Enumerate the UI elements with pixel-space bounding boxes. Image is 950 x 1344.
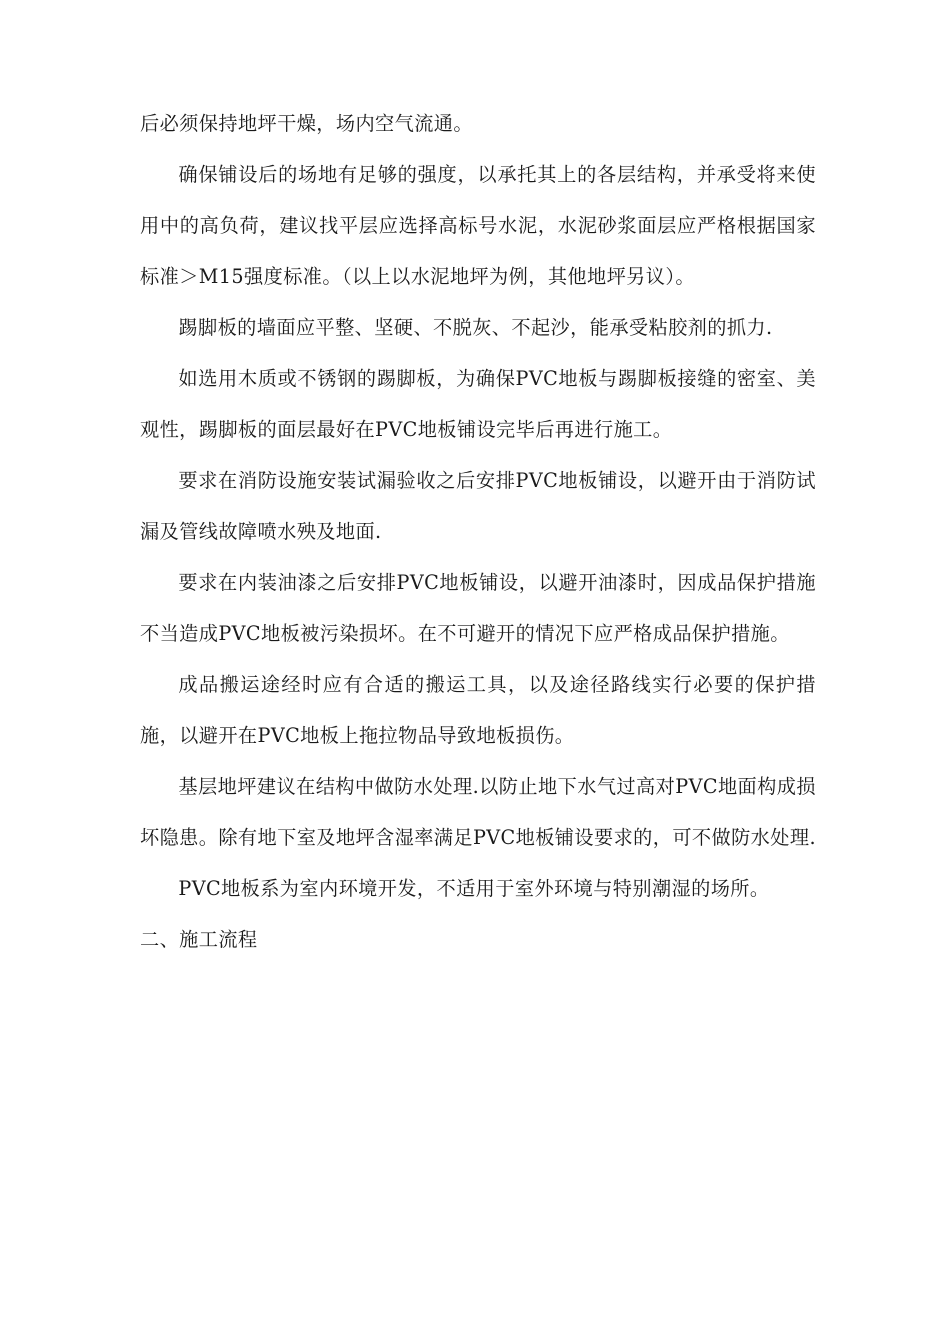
paragraph-continuation: 后必须保持地坪干燥，场内空气流通。 [140, 112, 473, 135]
paragraph-indoor-use: PVC地板系为室内环境开发，不适用于室外环境与特别潮湿的场所。 [178, 877, 770, 900]
paragraph-foundation-strength: 确保铺设后的场地有足够的强度，以承托其上的各层结构，并承受将来使用中的高负荷，建议找平层应选择高标号水泥，水泥砂浆面层应严格根据国家标准＞M15强度标准。（以上以水泥地坪为例，其他地坪另议）。 [140, 163, 816, 288]
paragraph-paint-order: 要求在内装油漆之后安排PVC地板铺设，以避开油漆时，因成品保护措施不当造成PVC地板被污染损坏。在不可避开的情况下应严格成品保护措施。 [140, 571, 816, 645]
paragraph-fire-leak-test: 要求在消防设施安装试漏验收之后安排PVC地板铺设，以避开由于消防试漏及管线故障喷水殃及地面. [140, 469, 816, 543]
section-heading-construction-process: 二、施工流程 [140, 928, 258, 951]
paragraph-waterproofing: 基层地坪建议在结构中做防水处理.以防止地下水气过高对PVC地面构成损坏隐患。除有地下室及地坪含湿率满足PVC地板铺设要求的，可不做防水处理. [140, 775, 816, 849]
paragraph-skirting-material: 如选用木质或不锈钢的踢脚板，为确保PVC地板与踢脚板接缝的密室、美观性，踢脚板的面层最好在PVC地板铺设完毕后再进行施工。 [140, 367, 816, 441]
paragraph-skirting-wall: 踢脚板的墙面应平整、坚硬、不脱灰、不起沙，能承受粘胶剂的抓力. [178, 316, 773, 339]
document-body [140, 98, 816, 965]
paragraph-transport: 成品搬运途经时应有合适的搬运工具，以及途径路线实行必要的保护措施，以避开在PVC地板上拖拉物品导致地板损伤。 [140, 673, 816, 747]
